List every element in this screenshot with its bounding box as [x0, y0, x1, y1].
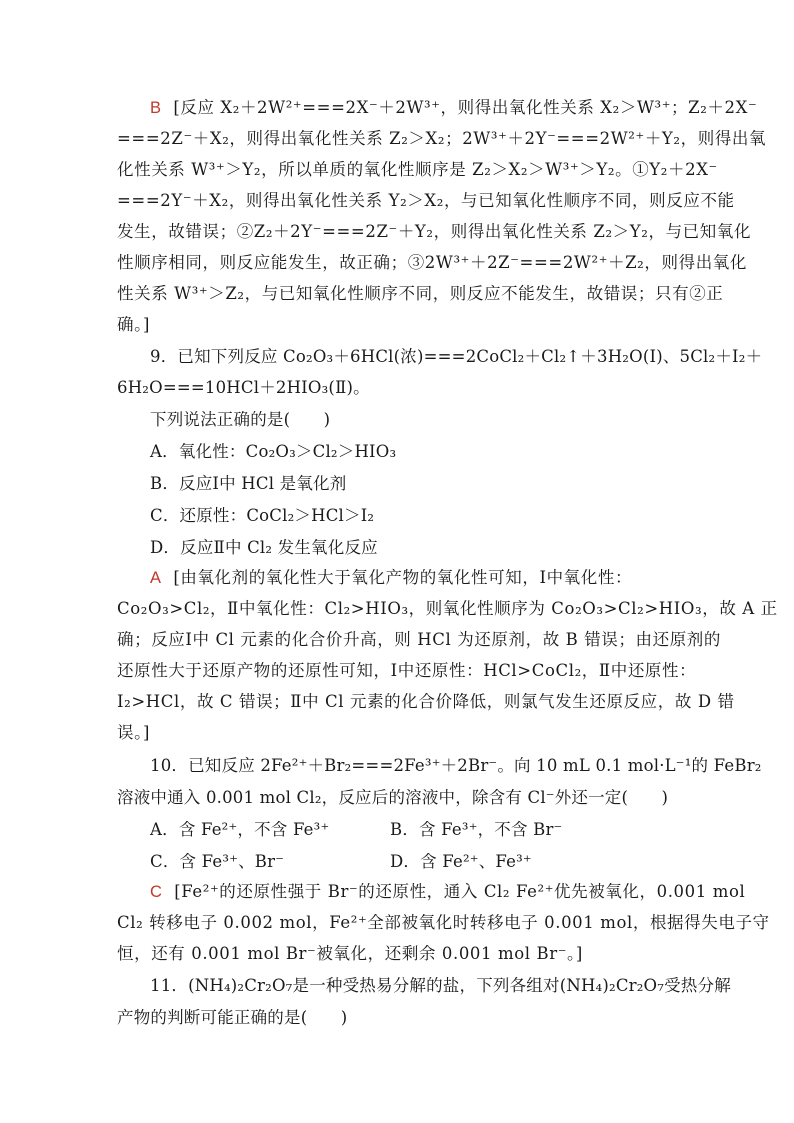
explanation-line: ===2Y⁻＋X₂，则得出氧化性关系 Y₂＞X₂，与已知氧化性顺序不同，则反应不能: [117, 191, 735, 210]
explanation-line: 确。]: [117, 315, 150, 334]
option-a: A．氧化性：Co₂O₃＞Cl₂＞HIO₃: [150, 442, 397, 461]
explanation-line: 化性关系 W³⁺＞Y₂，所以单质的氧化性顺序是 Z₂＞X₂＞W³⁺＞Y₂。①Y₂＋2X⁻: [117, 160, 718, 179]
answer-letter: B: [150, 99, 162, 117]
question-9-prompt: 下列说法正确的是( ): [150, 410, 331, 429]
explanation-line: 发生，故错误；②Z₂＋2Y⁻===2Z⁻＋Y₂，则得出氧化性关系 Z₂＞Y₂，与已知氧化: [117, 222, 752, 241]
options-row-ab: [150, 818, 563, 842]
explanation-line: 确；反应Ⅰ中 Cl 元素的化合价升高，则 HCl 为还原剂，故 B 错误；由还原剂的: [117, 630, 722, 649]
option-d: D．反应Ⅱ中 Cl₂ 发生氧化反应: [150, 538, 378, 557]
explanation-line: C [Fe²⁺的还原性强于 Br⁻的还原性，通入 Cl₂ Fe²⁺优先被氧化，0.001 mol: [150, 882, 746, 901]
answer-letter: A: [150, 569, 162, 587]
option-c: C．还原性：CoCl₂＞HCl＞I₂: [150, 506, 375, 525]
question-10-stem: 10．已知反应 2Fe²⁺＋Br₂===2Fe³⁺＋2Br⁻。向 10 mL 0.1 mol·L⁻¹的 FeBr₂: [150, 756, 762, 775]
explanation-line: Cl₂ 转移电子 0.002 mol，Fe²⁺全部被氧化时转移电子 0.001 mol，根据得失电子守: [117, 913, 770, 932]
option-b: B．反应Ⅰ中 HCl 是氧化剂: [150, 474, 347, 493]
option-d: D．含 Fe²⁺、Fe³⁺: [390, 852, 532, 871]
explanation-line: A [由氧化剂的氧化性大于氧化产物的氧化性可知，Ⅰ中氧化性：: [150, 568, 633, 587]
question-9-stem-cont: 6H₂O===10HCl＋2HIO₃(Ⅱ)。: [117, 378, 370, 397]
question-9-stem: 9．已知下列反应 Co₂O₃＋6HCl(浓)===2CoCl₂＋Cl₂↑＋3H₂O(Ⅰ)、5Cl₂＋I₂＋: [150, 347, 763, 366]
explanation-line: 性顺序相同，则反应能发生，故正确；③2W³⁺＋2Z⁻===2W²⁺＋Z₂，则得出氧化: [117, 253, 747, 272]
option-b: B．含 Fe³⁺，不含 Br⁻: [390, 820, 563, 839]
question-10-stem-cont: 溶液中通入 0.001 mol Cl₂，反应后的溶液中，除含有 Cl⁻外还一定( ): [117, 788, 669, 807]
explanation-line: 还原性大于还原产物的还原性可知，Ⅰ中还原性：HCl>CoCl₂，Ⅱ中还原性：: [117, 661, 697, 680]
explanation-line: ===2Z⁻＋X₂，则得出氧化性关系 Z₂＞X₂；2W³⁺＋2Y⁻===2W²⁺＋Y₂，则得出氧: [117, 129, 767, 148]
question-11-stem: 11．(NH₄)₂Cr₂O₇是一种受热易分解的盐，下列各组对(NH₄)₂Cr₂O₇受热分解: [150, 976, 731, 995]
options-row-cd: [150, 850, 532, 874]
explanation-line: 恒，还有 0.001 mol Br⁻被氧化，还剩余 0.001 mol Br⁻。]: [117, 944, 583, 963]
explanation-line: I₂>HCl，故 C 错误；Ⅱ中 Cl 元素的化合价降低，则氯气发生还原反应，故 D 错: [117, 692, 735, 711]
explanation-line: Co₂O₃>Cl₂，Ⅱ中氧化性：Cl₂>HIO₃，则氧化性顺序为 Co₂O₃>Cl₂>HIO₃，故 A 正: [117, 599, 778, 618]
question-11-stem-cont: 产物的判断可能正确的是( ): [117, 1008, 348, 1027]
option-c: C．含 Fe³⁺、Br⁻: [150, 852, 285, 871]
option-a: A．含 Fe²⁺，不含 Fe³⁺: [150, 820, 330, 839]
explanation-line: B [反应 X₂＋2W²⁺===2X⁻＋2W³⁺，则得出氧化性关系 X₂＞W³⁺；Z₂＋2X⁻: [150, 98, 758, 117]
answer-letter: C: [150, 883, 163, 901]
explanation-line: 误。]: [117, 723, 150, 742]
explanation-line: 性关系 W³⁺＞Z₂，与已知氧化性顺序不同，则反应不能发生，故错误；只有②正: [117, 284, 724, 303]
